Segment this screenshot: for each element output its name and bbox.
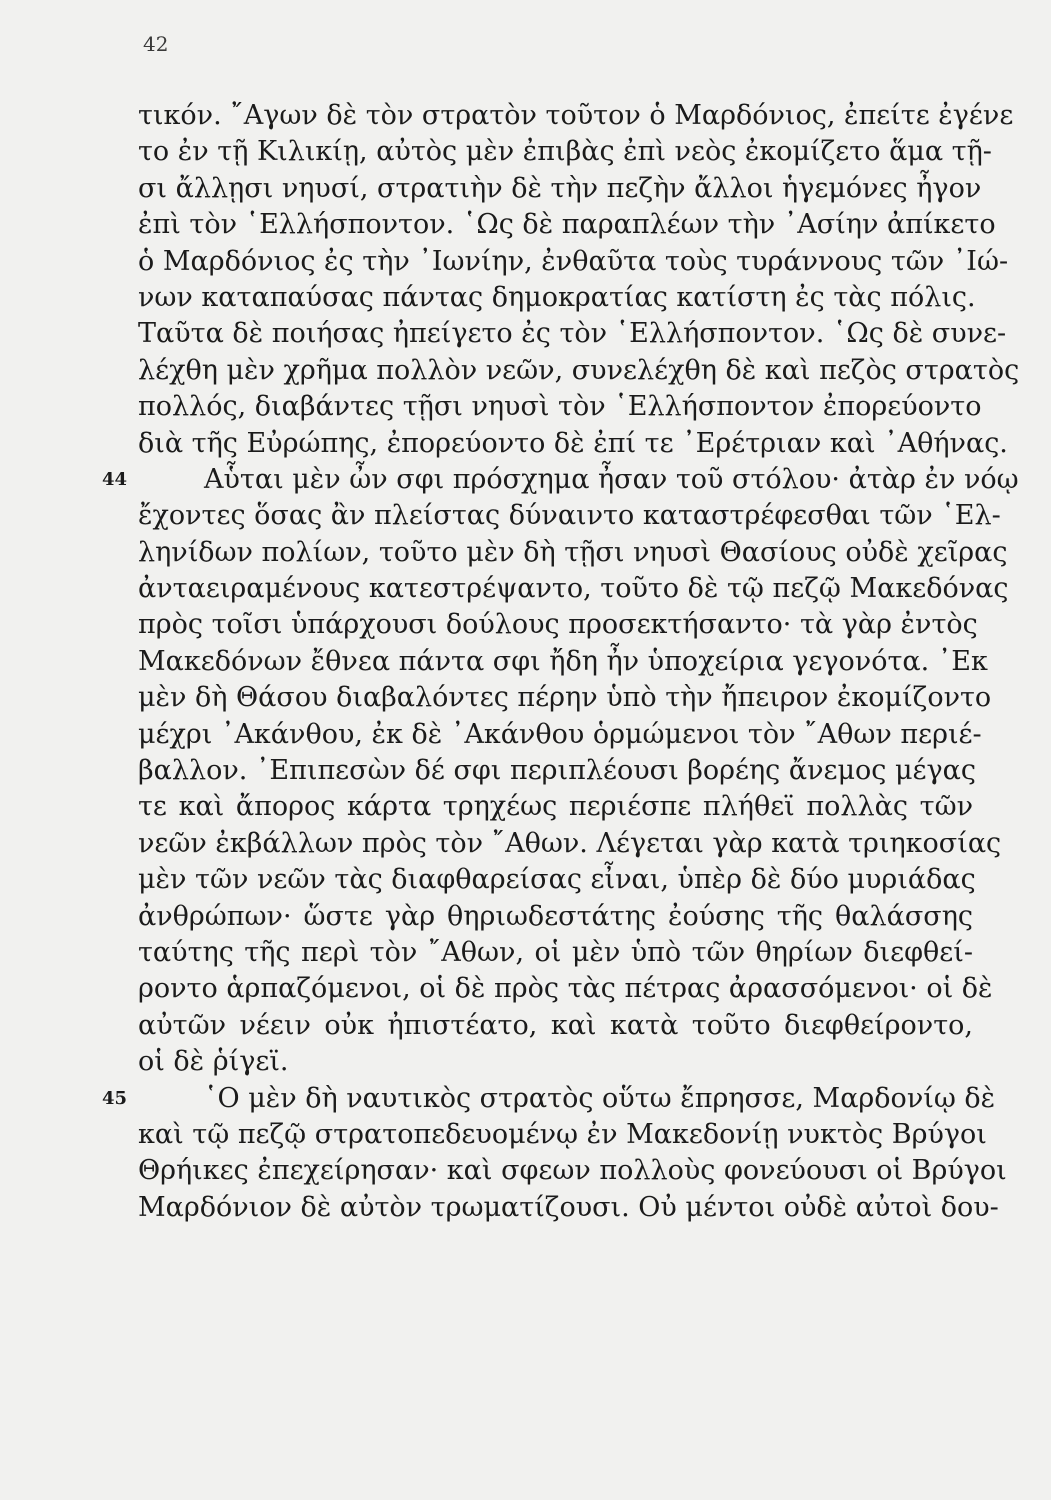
text-line: Θρήικες ἐπεχείρησαν· καὶ σφεων πολλοὺς φονεύουσι οἱ Βρύγοι: [138, 1155, 1007, 1187]
text-line: ροντο ἁρπαζόμενοι, οἱ δὲ πρὸς τὰς πέτρας ἀρασσόμενοι· οἱ δὲ: [138, 973, 993, 1005]
text-line: ταύτης τῆς περὶ τὸν ῎Αθων, οἱ μὲν ὑπὸ τῶν θηρίων διεφθεί-: [138, 936, 973, 968]
text-line: Ταῦτα δὲ ποιήσας ἠπείγετο ἐς τὸν ῾Ελλήσποντον. ῾Ως δὲ συνε-: [138, 318, 1007, 350]
text-line: Αὗται μὲν ὦν σφι πρόσχημα ἦσαν τοῦ στόλου· ἀτὰρ ἐν νόῳ: [204, 463, 1019, 495]
page-number: 42: [143, 32, 169, 56]
text-line: Μακεδόνων ἔθνεα πάντα σφι ἤδη ἦν ὑποχείρια γεγονότα. ᾿Εκ: [138, 645, 988, 677]
text-line: ἀνταειραμένους κατεστρέψαντο, τοῦτο δὲ τῷ πεζῷ Μακεδόνας: [138, 573, 1009, 605]
paragraph-chapter-45: [102, 1081, 1007, 1227]
text-line: τε καὶ ἄπορος κάρτα τρηχέως περιέσπε πλήθεϊ πολλὰς τῶν: [138, 791, 973, 823]
text-line: ἔχοντες ὅσας ἂν πλείστας δύναιντο καταστρέφεσθαι τῶν ῾Ελ-: [138, 500, 1001, 532]
text-line: αὐτῶν νέειν οὐκ ἠπιστέατο, καὶ κατὰ τοῦτο διεφθείροντο,: [138, 1009, 973, 1041]
text-line: ληνίδων πολίων, τοῦτο μὲν δὴ τῇσι νηυσὶ Θασίους οὐδὲ χεῖρας: [138, 536, 1008, 568]
text-line: νεῶν ἐκβάλλων πρὸς τὸν ῎Αθων. Λέγεται γὰρ κατὰ τριηκοσίας: [138, 827, 1002, 859]
text-line: οἱ δὲ ῥίγεϊ.: [138, 1046, 289, 1078]
text-line: καὶ τῷ πεζῷ στρατοπεδευομένῳ ἐν Μακεδονίῃ νυκτὸς Βρύγοι: [138, 1118, 987, 1150]
greek-text-body: [102, 98, 1020, 1226]
text-line: μέχρι ᾿Ακάνθου, ἐκ δὲ ᾿Ακάνθου ὁρμώμενοι τὸν ῎Αθων περιέ-: [138, 718, 982, 750]
text-line: νων καταπαύσας πάντας δημοκρατίας κατίστη ἐς τὰς πόλις.: [138, 281, 976, 313]
text-line: ὁ Μαρδόνιος ἐς τὴν ᾿Ιωνίην, ἐνθαῦτα τοὺς τυράννους τῶν ᾿Ιώ-: [138, 245, 1009, 277]
text-line: ἀνθρώπων· ὥστε γὰρ θηριωδεστάτης ἐούσης τῆς θαλάσσης: [138, 900, 973, 932]
paragraph-continuation: [138, 98, 1020, 462]
chapter-number: 44: [102, 468, 128, 490]
text-line: βαλλον. ᾿Επιπεσὼν δέ σφι περιπλέουσι βορέης ἄνεμος μέγας: [138, 755, 977, 787]
text-line: πολλός, διαβάντες τῇσι νηυσὶ τὸν ῾Ελλήσποντον ἐπορεύοντο: [138, 391, 982, 423]
text-line: ῾Ο μὲν δὴ ναυτικὸς στρατὸς οὕτω ἔπρησσε, Μαρδονίῳ δὲ: [204, 1082, 996, 1114]
text-line: σι ἄλλῃσι νηυσί, στρατιὴν δὲ τὴν πεζὴν ἄλλοι ἡγεμόνες ἦγον: [138, 172, 982, 204]
text-line: λέχθη μὲν χρῆμα πολλὸν νεῶν, συνελέχθη δὲ καὶ πεζὸς στρατὸς: [138, 354, 1020, 386]
text-line: τικόν. ῎Αγων δὲ τὸν στρατὸν τοῦτον ὁ Μαρδόνιος, ἐπείτε ἐγένε: [138, 100, 1014, 131]
text-line: μὲν τῶν νεῶν τὰς διαφθαρείσας εἶναι, ὑπὲρ δὲ δύο μυριάδας: [138, 864, 976, 896]
text-line: διὰ τῆς Εὐρώπης, ἐπορεύοντο δὲ ἐπί τε ᾿Ερέτριαν καὶ ᾿Αθήνας.: [138, 427, 1008, 459]
text-line: μὲν δὴ Θάσου διαβαλόντες πέρην ὑπὸ τὴν ἤπειρον ἐκομίζοντο: [138, 682, 992, 714]
chapter-number: 45: [102, 1087, 128, 1109]
text-line: Μαρδόνιον δὲ αὐτὸν τρωματίζουσι. Οὐ μέντοι οὐδὲ αὐτοὶ δου-: [138, 1191, 999, 1223]
text-line: ἐπὶ τὸν ῾Ελλήσποντον. ῾Ως δὲ παραπλέων τὴν ᾿Ασίην ἀπίκετο: [138, 209, 996, 241]
text-line: πρὸς τοῖσι ὑπάρχουσι δούλους προσεκτήσαντο· τὰ γὰρ ἐντὸς: [138, 609, 978, 641]
text-line: το ἐν τῇ Κιλικίῃ, αὐτὸς μὲν ἐπιβὰς ἐπὶ νεὸς ἐκομίζετο ἅμα τῇ-: [138, 136, 992, 168]
paragraph-chapter-44: [102, 462, 1019, 1081]
